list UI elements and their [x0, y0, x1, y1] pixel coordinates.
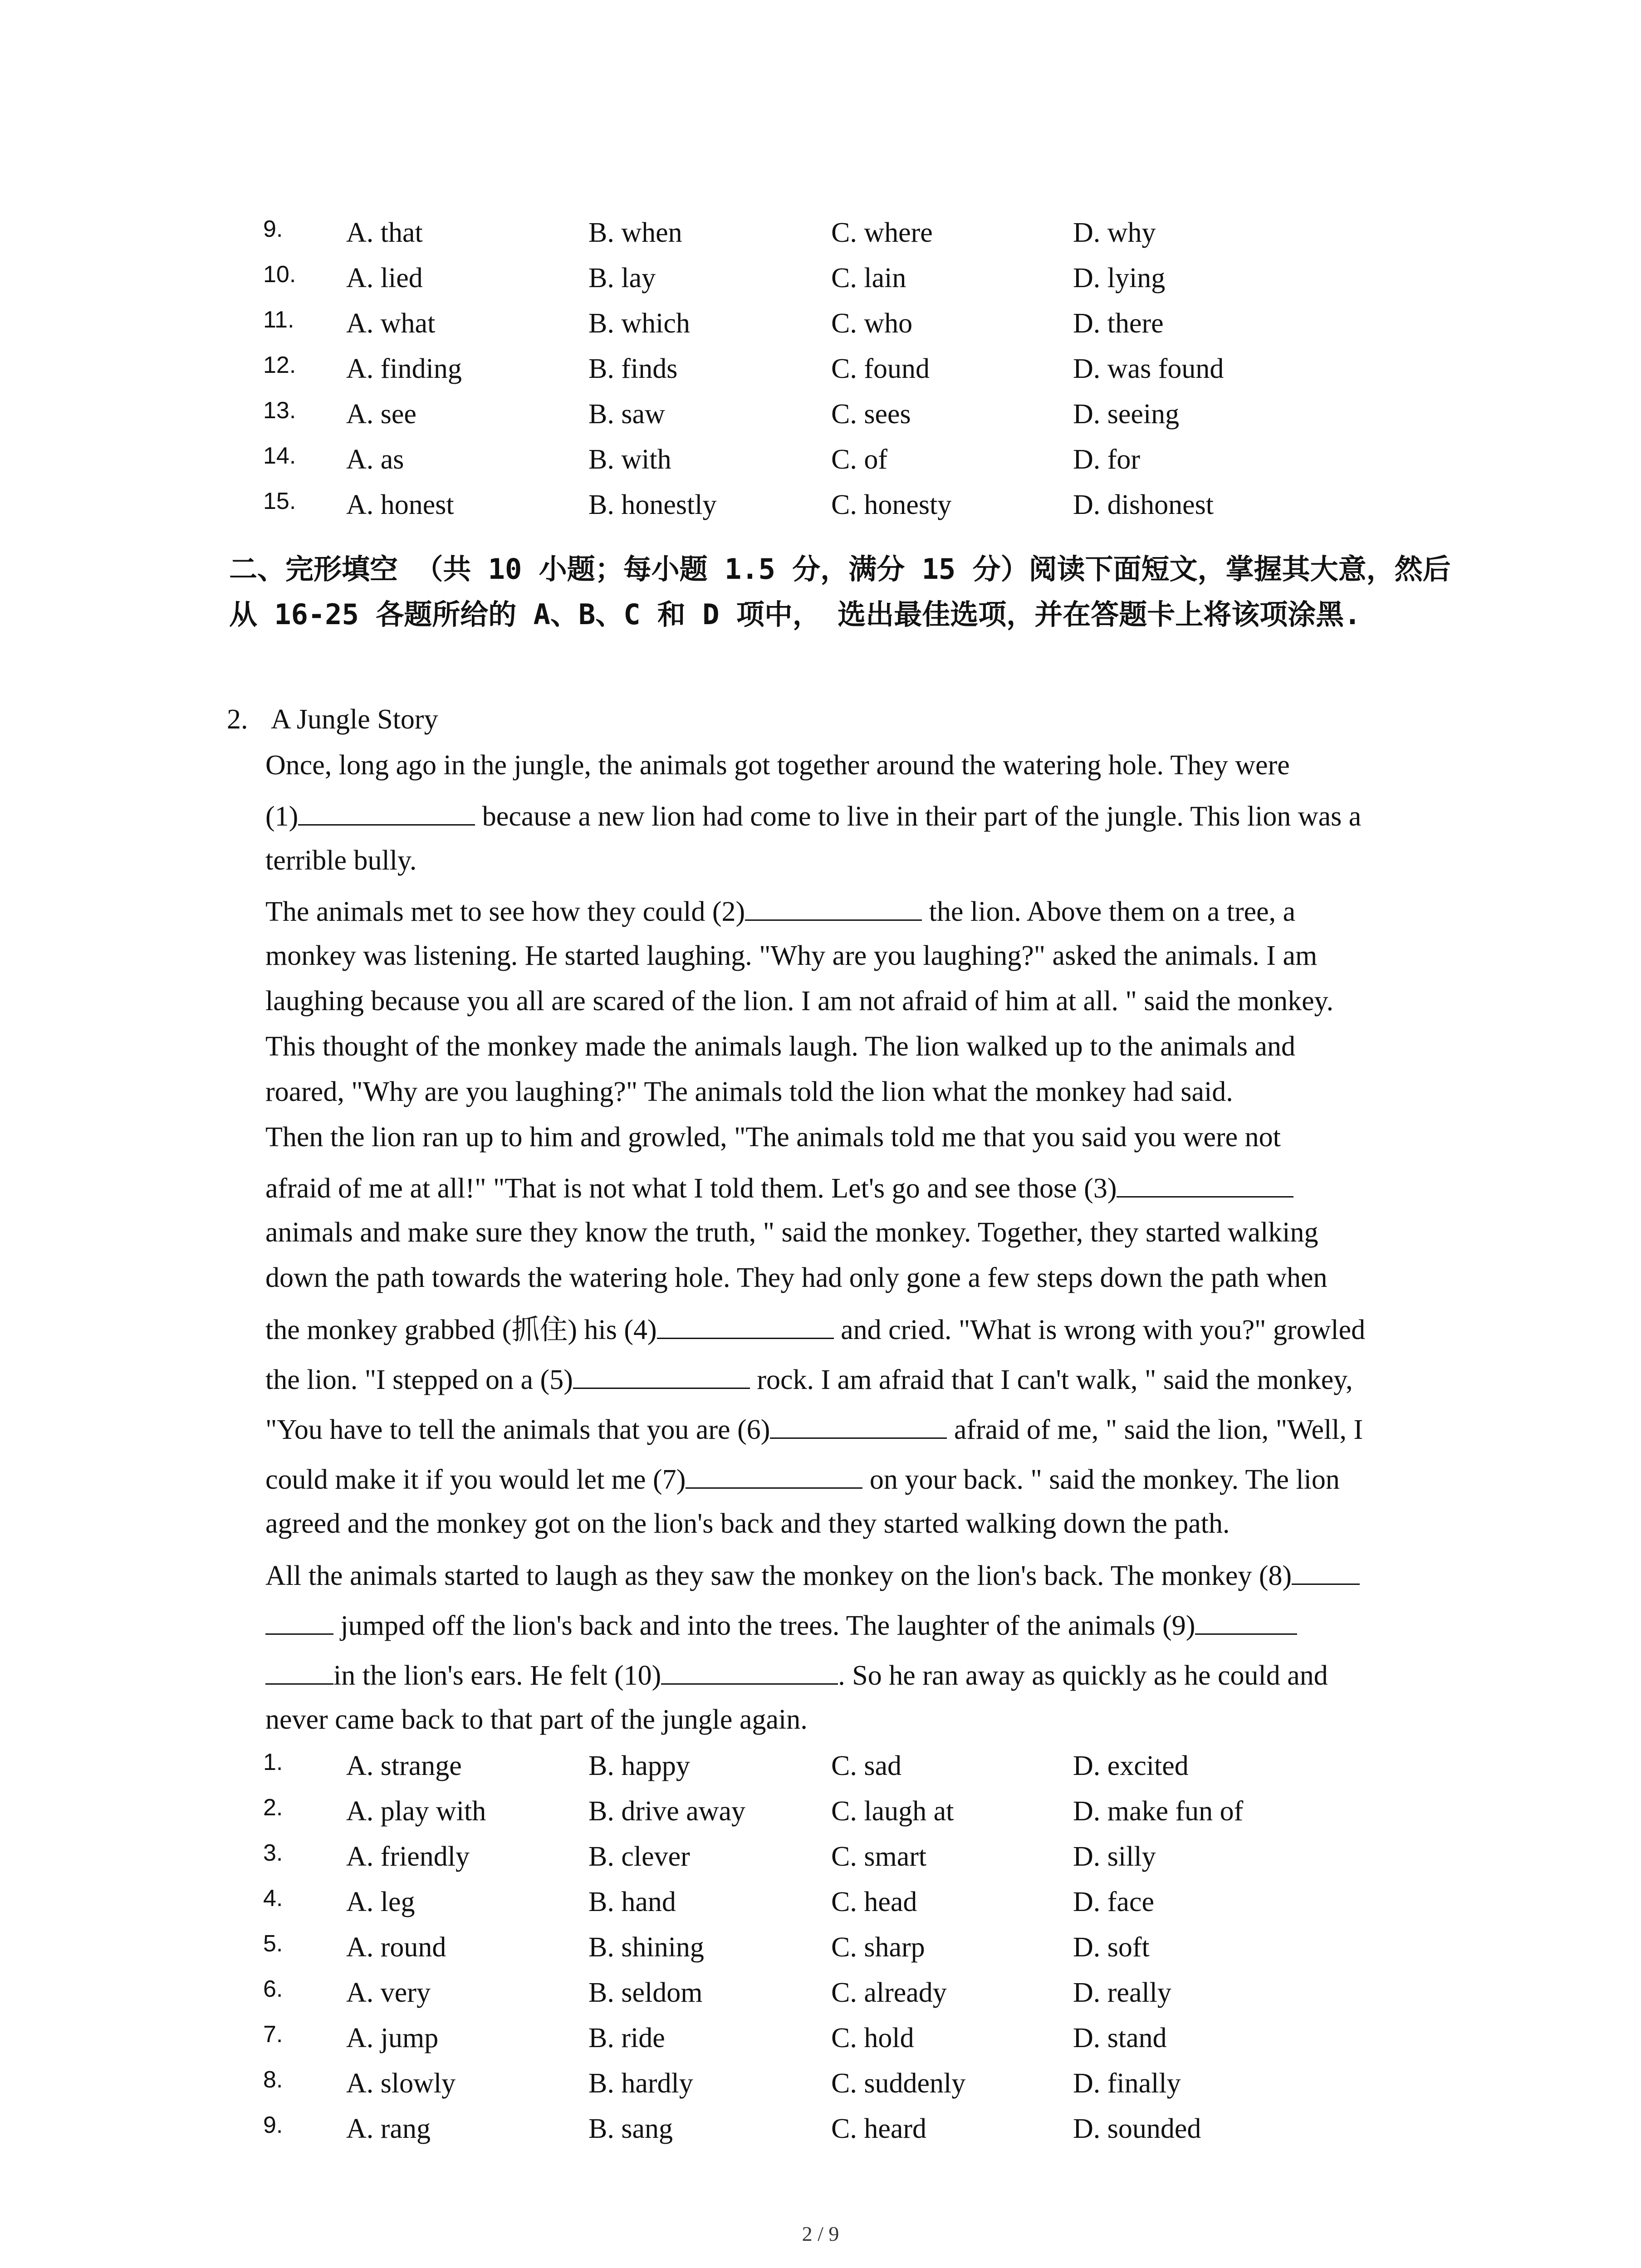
option-number: 11. [263, 307, 294, 333]
option-c: C. honesty [831, 489, 952, 520]
option-c: C. smart [831, 1841, 927, 1872]
option-c: C. of [831, 444, 887, 475]
option-row [0, 301, 1641, 346]
answer-blank[interactable] [745, 887, 922, 921]
passage-text: monkey was listening. He started laughing. "Why are you laughing?" asked the animals. I am [265, 940, 1318, 971]
option-a: A. what [346, 308, 436, 339]
passage-text: All the animals started to laugh as they saw the monkey on the lion's back. The monkey (8) [265, 1560, 1292, 1591]
section-heading: 二、完形填空 （共 10 小题；每小题 1.5 分，满分 15 分）阅读下面短文，掌握其大意，然后从 16-25 各题所给的 A、B、C 和 D 项中， 选出最佳选项，并在答题卡上将该项涂黑. [229, 552, 1451, 631]
option-a: A. friendly [346, 1841, 470, 1872]
option-d: D. why [1073, 217, 1156, 248]
passage-title: A Jungle Story [271, 704, 438, 735]
passage-text: terrible bully. [265, 845, 417, 876]
passage-line [265, 1255, 1327, 1300]
option-a: A. lied [346, 263, 423, 293]
answer-blank[interactable] [770, 1405, 947, 1439]
passage-line [265, 792, 1361, 839]
option-row [0, 2106, 1641, 2151]
option-d: D. sounded [1073, 2113, 1201, 2144]
option-b: B. finds [588, 353, 678, 384]
option-row [0, 482, 1641, 528]
passage-text: rock. I am afraid that I can't walk, " said the monkey, [749, 1364, 1353, 1395]
passage-text: . So he ran away as quickly as he could and [838, 1660, 1328, 1691]
answer-blank[interactable] [265, 1651, 333, 1685]
passage-text: This thought of the monkey made the animals laugh. The lion walked up to the animals and [265, 1031, 1295, 1062]
passage-text: on your back. " said the monkey. The lion [862, 1464, 1340, 1495]
passage-line [265, 1305, 1365, 1353]
option-row [0, 1925, 1641, 1970]
option-b: B. when [588, 217, 682, 248]
passage-line [265, 1551, 1360, 1598]
option-number: 5. [263, 1931, 283, 1957]
option-c: C. lain [831, 263, 906, 293]
option-b: B. with [588, 444, 671, 475]
option-a: A. leg [346, 1887, 415, 1917]
option-d: D. there [1073, 308, 1164, 339]
passage-line [265, 887, 1295, 934]
option-b: B. honestly [588, 489, 717, 520]
answer-blank[interactable] [686, 1455, 862, 1489]
option-a: A. see [346, 399, 416, 430]
option-c: C. found [831, 353, 930, 384]
option-b: B. hardly [588, 2068, 693, 2099]
passage-line [265, 1501, 1230, 1546]
answer-blank[interactable] [1117, 1163, 1293, 1198]
option-row [0, 346, 1641, 391]
passage-text: because a new lion had come to live in their part of the jungle. This lion was a [475, 801, 1362, 832]
option-a: A. rang [346, 2113, 431, 2144]
option-b: B. ride [588, 2023, 665, 2053]
option-number: 1. [263, 1749, 283, 1775]
passage-text: the lion. "I stepped on a (5) [265, 1364, 573, 1395]
option-d: D. stand [1073, 2023, 1167, 2053]
option-d: D. silly [1073, 1841, 1156, 1872]
option-a: A. that [346, 217, 423, 248]
passage-line [265, 1024, 1295, 1069]
passage-line [265, 1069, 1233, 1114]
option-d: D. really [1073, 1977, 1171, 2008]
option-d: D. for [1073, 444, 1141, 475]
option-b: B. hand [588, 1887, 676, 1917]
page-number: 2 / 9 [802, 2222, 839, 2245]
option-number: 8. [263, 2067, 283, 2093]
passage-text: (1) [265, 801, 299, 832]
passage-text: agreed and the monkey got on the lion's back and they started walking down the path. [265, 1508, 1230, 1539]
option-b: B. happy [588, 1750, 690, 1781]
option-c: C. head [831, 1887, 917, 1917]
passage-text: laughing because you all are scared of the lion. I am not afraid of him at all. " said the monkey. [265, 986, 1334, 1017]
option-d: D. make fun of [1073, 1796, 1244, 1827]
option-c: C. heard [831, 2113, 927, 2144]
answer-blank[interactable] [661, 1651, 838, 1685]
answer-blank[interactable] [573, 1355, 750, 1389]
option-number: 13. [263, 397, 296, 424]
option-row [0, 1834, 1641, 1879]
option-row [0, 1970, 1641, 2015]
option-a: A. as [346, 444, 404, 475]
option-b: B. clever [588, 1841, 690, 1872]
passage-text: "You have to tell the animals that you are (6) [265, 1414, 770, 1445]
option-number: 2. [263, 1794, 283, 1821]
option-number: 4. [263, 1885, 283, 1911]
passage-line [265, 1405, 1363, 1452]
option-b: B. sang [588, 2113, 673, 2144]
passage-line [265, 838, 416, 883]
option-number: 10. [263, 261, 296, 288]
option-number: 9. [263, 2112, 283, 2138]
passage-line [265, 1455, 1340, 1502]
option-number: 3. [263, 1840, 283, 1866]
option-c: C. suddenly [831, 2068, 966, 2099]
passage-text: The animals met to see how they could (2) [265, 896, 745, 927]
option-row [0, 437, 1641, 482]
option-row [0, 1743, 1641, 1789]
passage-text: could make it if you would let me (7) [265, 1464, 686, 1495]
option-c: C. sharp [831, 1932, 925, 1963]
option-row [0, 255, 1641, 301]
option-d: D. lying [1073, 263, 1166, 293]
option-number: 6. [263, 1976, 283, 2002]
option-number: 7. [263, 2021, 283, 2048]
passage-text: never came back to that part of the jungle again. [265, 1704, 808, 1735]
option-b: B. shining [588, 1932, 704, 1963]
option-d: D. seeing [1073, 399, 1180, 430]
option-a: A. jump [346, 2023, 439, 2053]
option-a: A. finding [346, 353, 462, 384]
answer-blank[interactable] [298, 792, 475, 826]
passage-text: and cried. "What is wrong with you?" growled [833, 1315, 1366, 1345]
passage-text: afraid of me, " said the lion, "Well, I [947, 1414, 1363, 1445]
option-d: D. was found [1073, 353, 1224, 384]
option-number: 12. [263, 352, 296, 378]
option-d: D. soft [1073, 1932, 1150, 1963]
passage-line [265, 1697, 808, 1742]
option-c: C. laugh at [831, 1796, 954, 1827]
answer-blank[interactable] [657, 1305, 834, 1339]
option-d: D. finally [1073, 2068, 1181, 2099]
option-a: A. honest [346, 489, 454, 520]
option-d: D. dishonest [1073, 489, 1214, 520]
option-b: B. saw [588, 399, 665, 430]
passage-line [265, 1651, 1328, 1698]
option-c: C. sees [831, 399, 911, 430]
passage-line [265, 1210, 1318, 1255]
option-row [0, 1879, 1641, 1925]
option-c: C. sad [831, 1750, 901, 1781]
option-b: B. which [588, 308, 690, 339]
answer-blank[interactable] [1195, 1601, 1297, 1635]
passage-text: down the path towards the watering hole. They had only gone a few steps down the path when [265, 1262, 1327, 1293]
passage-text: animals and make sure they know the truth, " said the monkey. Together, they started walking [265, 1217, 1318, 1248]
option-d: D. face [1073, 1887, 1154, 1917]
passage-text: the lion. Above them on a tree, a [922, 896, 1296, 927]
option-a: A. slowly [346, 2068, 456, 2099]
passage-line [265, 743, 1290, 788]
option-b: B. drive away [588, 1796, 746, 1827]
option-row [0, 391, 1641, 437]
passage-text: Once, long ago in the jungle, the animals got together around the watering hole. They were [265, 750, 1290, 781]
option-b: B. seldom [588, 1977, 703, 2008]
option-row [0, 210, 1641, 255]
answer-blank[interactable] [265, 1601, 333, 1635]
passage-text: the monkey grabbed (抓住) his (4) [265, 1315, 657, 1345]
passage-text: roared, "Why are you laughing?" The animals told the lion what the monkey had said. [265, 1076, 1233, 1107]
passage-text: afraid of me at all!" "That is not what I told them. Let's go and see those (3) [265, 1173, 1117, 1204]
option-a: A. very [346, 1977, 431, 2008]
passage-line [265, 1355, 1353, 1403]
passage-line [265, 933, 1317, 978]
option-a: A. play with [346, 1796, 486, 1827]
passage-text: Then the lion ran up to him and growled, "The animals told me that you said you were not [265, 1122, 1281, 1153]
option-b: B. lay [588, 263, 656, 293]
option-c: C. where [831, 217, 933, 248]
passage-line [265, 1163, 1293, 1211]
passage-line [265, 1114, 1281, 1160]
option-number: 15. [263, 488, 296, 514]
option-row [0, 2061, 1641, 2106]
passage-line [265, 978, 1333, 1024]
option-a: A. strange [346, 1750, 462, 1781]
option-d: D. excited [1073, 1750, 1189, 1781]
option-number: 14. [263, 443, 296, 469]
option-number: 9. [263, 216, 283, 242]
passage-line [265, 1601, 1297, 1648]
question-number: 2. [227, 704, 248, 735]
option-row [0, 2015, 1641, 2061]
passage-text: in the lion's ears. He felt (10) [333, 1660, 661, 1691]
answer-blank[interactable] [1292, 1551, 1360, 1585]
option-c: C. who [831, 308, 913, 339]
option-c: C. hold [831, 2023, 914, 2053]
passage-text: jumped off the lion's back and into the trees. The laughter of the animals (9) [333, 1610, 1195, 1641]
option-row [0, 1789, 1641, 1834]
option-c: C. already [831, 1977, 947, 2008]
option-a: A. round [346, 1932, 446, 1963]
